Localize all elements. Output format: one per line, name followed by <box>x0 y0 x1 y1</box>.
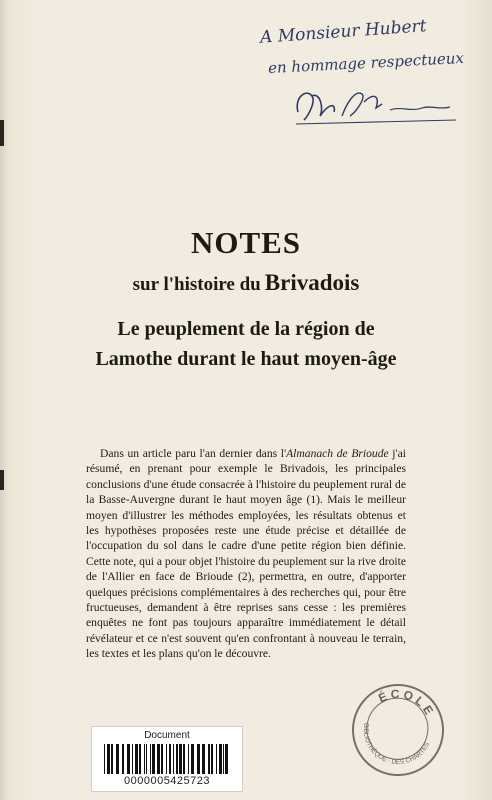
barcode-number: 0000005425723 <box>123 775 211 787</box>
article-title <box>0 314 492 374</box>
article-title-line-1: Le peuplement de la région de <box>117 318 375 340</box>
subtitle <box>0 270 492 296</box>
binding-mark <box>0 470 4 490</box>
page-title: NOTES <box>190 225 302 260</box>
barcode-bar <box>132 744 133 774</box>
barcode-bar <box>146 744 147 774</box>
stamp-lettering <box>343 675 454 786</box>
stamp-text-bottom: BIBLIOTHÈQUE · DES CHARTES <box>361 722 432 767</box>
dedication-line-2: en hommage respectueux <box>267 48 465 78</box>
svg-text:BIBLIOTHÈQUE · DES CHARTES <box>353 721 432 776</box>
barcode-bar <box>216 744 217 774</box>
body-paragraph <box>86 446 406 662</box>
barcode-bar <box>104 744 105 774</box>
article-title-line-2: Lamothe durant le haut moyen-âge <box>95 348 397 370</box>
barcode-bar <box>211 744 213 774</box>
subtitle-place: Brivadois <box>264 270 360 295</box>
barcode-bar <box>152 744 155 774</box>
barcode-bar <box>202 744 205 774</box>
barcode-bar <box>191 744 194 774</box>
barcode-title: Document <box>144 730 190 741</box>
barcode-bar <box>157 744 160 774</box>
barcode-bar <box>208 744 210 774</box>
barcode-bar <box>116 744 119 774</box>
dedication-line-1: A Monsieur Hubert <box>259 16 428 48</box>
barcode-bar <box>183 744 185 774</box>
text-run: Dans un article paru l'an dernier dans l' <box>100 447 287 460</box>
library-stamp <box>340 672 456 788</box>
text-run: j'ai résumé, en prenant pour exemple le Brivadois, les principales conclusions d'une étude consacrée à l'histoire du peuplement rural de la Basse-Auvergne durant le haut moyen âge (1). Mais le meilleur moyen d'illustrer les méthodes employées, les résultats obtenus et les hypothèses proposées reste une étude précise et détaillée de l'occupation du sol dans le cadre d'une petite région bien définie. Cette note, qui a pour objet l'histoire du peuplement sur la rive droite de l'Allier en face de Brioude (2), permettra, en outre, d'apporter quelques précisions complémentaires à des recherches qui, pour être fructueuses, demandent à être reprises sans cesse : les premières enquêtes ne font pas toujours apparaître immédiatement le détail révélateur et ce n'est souvent qu'en confrontant à nouveau le terrain, les textes et les plans qu'on le découvre. <box>86 447 406 661</box>
barcode-bar <box>173 744 174 774</box>
barcode-bar <box>135 744 138 774</box>
barcode-bar <box>219 744 222 774</box>
barcode-bar <box>150 744 151 774</box>
barcode-bar <box>225 744 228 774</box>
handwritten-dedication <box>250 16 480 132</box>
barcode-bar <box>197 744 200 774</box>
barcode-bar <box>107 744 110 774</box>
barcode-bar <box>179 744 182 774</box>
barcode-bars <box>104 744 230 774</box>
svg-text:ÉCOLE <box>372 679 442 723</box>
barcode-bar <box>161 744 163 774</box>
barcode-label <box>91 726 243 792</box>
barcode-bar <box>122 744 124 774</box>
barcode-bar <box>139 744 141 774</box>
barcode-bar <box>176 744 178 774</box>
stamp-text-top: ÉCOLE <box>376 686 438 720</box>
barcode-bar <box>166 744 167 774</box>
barcode-bar <box>188 744 189 774</box>
binding-mark <box>0 120 4 146</box>
subtitle-prefix: sur l'histoire du <box>132 274 261 295</box>
signature <box>290 82 460 128</box>
barcode-bar <box>127 744 130 774</box>
barcode-bar <box>144 744 145 774</box>
text-run-italic: Almanach de Brioude <box>286 447 389 460</box>
body-text <box>86 446 406 662</box>
barcode-bar <box>169 744 171 774</box>
barcode-bar <box>111 744 113 774</box>
barcode-bar <box>223 744 224 774</box>
